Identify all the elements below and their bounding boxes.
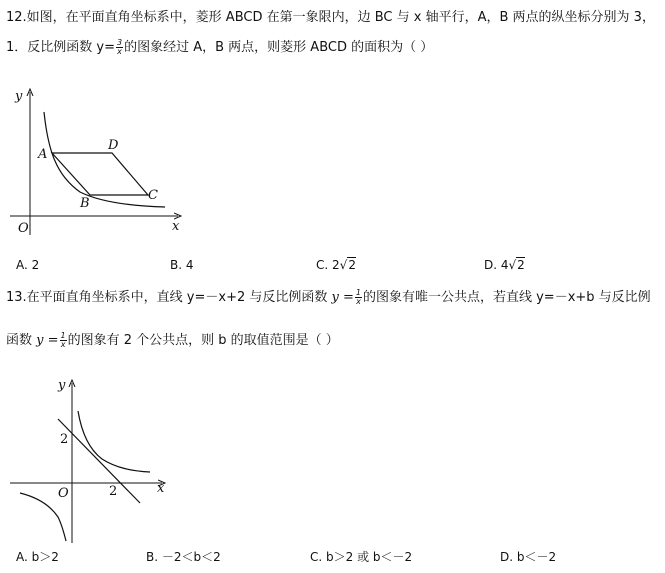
radical-icon: √ (508, 258, 517, 272)
q13-frac-den-2: x (60, 340, 66, 349)
q13-hyperbola-q1 (78, 411, 150, 472)
q13-line2-prefix: 函数 (6, 333, 37, 348)
q12-label-y: y (15, 89, 23, 104)
q12-fraction (116, 39, 123, 56)
q12-label-a: A (38, 147, 48, 162)
q12-line2-prefix: 1．反比例函数 y= (6, 40, 115, 55)
q13-frac-den: x (356, 297, 361, 306)
q13-option-d[interactable]: D. b＜－2 (500, 550, 557, 564)
q12-text-line2 (6, 36, 433, 56)
q13-fraction-2 (60, 332, 67, 349)
q12-label-o: O (18, 221, 29, 236)
q13-frac-num-2: 1 (60, 331, 66, 340)
radical-icon: √ (339, 258, 348, 272)
q12-label-x: x (172, 219, 180, 234)
q13-text-line1 (6, 286, 651, 306)
q12-option-a[interactable]: A. 2 (16, 258, 40, 272)
q13-y-eq: y = (331, 290, 354, 305)
q13-option-b[interactable]: B. －2＜b＜2 (146, 550, 221, 564)
q12-line2-suffix: 的图象经过 A，B 两点，则菱形 ABCD 的面积为（ ） (124, 40, 434, 55)
q13-tangent-line (58, 419, 140, 503)
q13-y-eq-2: y = (36, 333, 59, 348)
q12-option-b[interactable]: B. 4 (170, 258, 194, 272)
q13-line1-prefix: 13.在平面直角坐标系中，直线 y=－x+2 与反比例函数 (6, 290, 332, 305)
q12-figure (0, 80, 200, 240)
q12-label-d: D (108, 138, 119, 153)
q12-option-d-radicand: 2 (517, 258, 525, 272)
q13-figure (0, 375, 180, 545)
q13-label-2y: 2 (60, 432, 69, 447)
q13-label-y: y (58, 378, 66, 393)
q13-option-a[interactable]: A. b＞2 (16, 550, 59, 564)
q12-label-b: B (80, 196, 90, 211)
q12-option-c-prefix: C. 2 (316, 258, 340, 272)
q12-frac-den: x (117, 47, 122, 56)
q12-label-c: C (148, 188, 158, 203)
q13-text-line2 (6, 329, 339, 349)
q13-label-2x: 2 (109, 484, 118, 499)
q12-option-d[interactable] (484, 258, 525, 272)
q13-label-o: O (58, 486, 69, 501)
q13-label-x: x (157, 481, 165, 496)
q13-line1-suffix: 的图象有唯一公共点，若直线 y=－x+b 与反比例 (362, 290, 651, 305)
q12-option-c[interactable] (316, 258, 356, 272)
q12-option-d-prefix: D. 4 (484, 258, 509, 272)
q12-frac-num: 3 (117, 38, 123, 47)
q13-option-c[interactable]: C. b＞2 或 b＜－2 (310, 550, 413, 564)
q13-fraction (355, 289, 362, 306)
q12-option-c-radicand: 2 (348, 258, 356, 272)
q13-line2-suffix: 的图象有 2 个公共点，则 b 的取值范围是（ ） (67, 333, 339, 348)
q12-rhombus (52, 153, 148, 195)
q13-frac-num: 1 (355, 288, 361, 297)
q12-text-line1: 12.如图，在平面直角坐标系中，菱形 ABCD 在第一象限内，边 BC 与 x 轴平行，A，B 两点的纵坐标分别为 3， (6, 10, 655, 25)
